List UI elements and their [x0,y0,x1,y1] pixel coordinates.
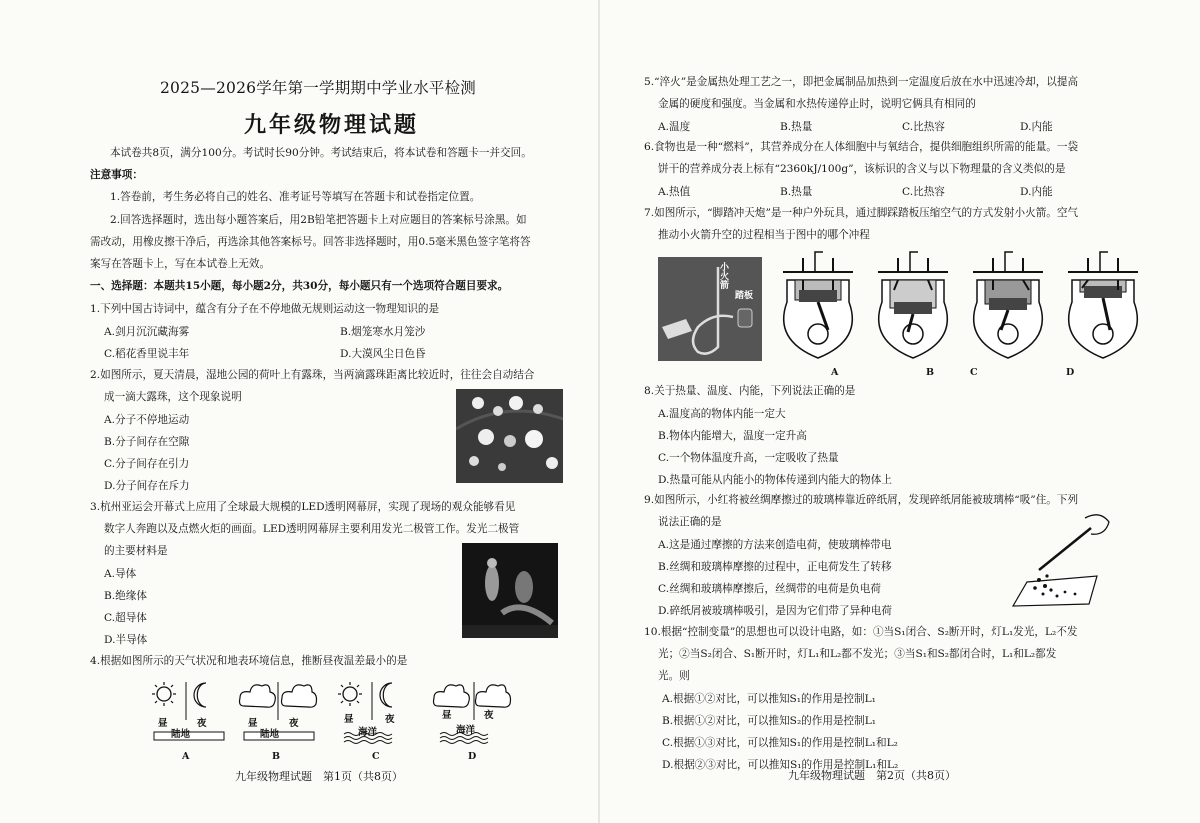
q1-stem: 1.下列中国古诗词中，蕴含有分子在不停地做无规则运动这一物理知识的是 [90,303,440,315]
cloud-icon [240,685,276,707]
q6-option-d: D.内能 [1020,186,1053,198]
q10-stem-line1: 10.根据“控制变量”的思想也可以设计电路，如：①当S₁闭合、S₂断开时，灯L₁发光，L₂不发 [644,626,1078,638]
main-title: 九年级物理试题 [244,112,420,138]
q4a-label: A [182,751,190,762]
q9-option-d: D.碎纸屑被玻璃棒吸引，是因为它们带了异种电荷 [658,605,892,617]
rocket-label: 小火箭 [718,262,728,289]
q10-stem-line3: 光。则 [658,670,690,682]
notice-heading: 注意事项： [90,169,143,181]
dewdrop-illustration [456,389,563,483]
sun-icon [152,682,176,706]
q4d-label: D [468,751,477,762]
q3-stem-line1: 3.杭州亚运会开幕式上应用了全球最大规模的LED透明网幕屏，实现了现场的观众能够看见 [90,501,516,513]
q4c-label: C [372,751,380,762]
q9-option-c: C.丝绸和玻璃棒摩擦后，丝绸带的电荷是负电荷 [658,583,881,595]
notice-2-line1: 2.回答选择题时，选出每小题答案后，用2B铅笔把答题卡上对应题目的答案标号涂黑。如 [110,214,527,226]
q2-option-a: A.分子不停地运动 [104,414,190,426]
cloud-icon [434,685,470,707]
intro-text: 本试卷共8页，满分100分。考试时长90分钟。考试结束后，将本试卷和答题卡一并交回。 [110,147,532,159]
engine-stroke-c [963,250,1053,362]
engine-label-d: D [1066,367,1075,378]
q9-stem-line2: 说法正确的是 [658,516,722,528]
page-2 [600,0,1200,823]
q10-option-a: A.根据①②对比，可以推知S₁的作用是控制L₁ [662,693,876,705]
dewdrop-photo [456,389,563,483]
engine-stroke-d [1058,250,1148,362]
page-2-footer: 九年级物理试题 第2页（共8页） [788,769,956,782]
q1-option-a: A.剑月沉沉藏海雾 [104,326,190,338]
q8-option-c: C.一个物体温度升高，一定吸收了热量 [658,452,839,464]
q5-option-d: D.内能 [1020,121,1053,133]
section-heading: 一、选择题：本题共15小题，每小题2分，共30分，每小题只有一个选项符合题目要求。 [90,280,509,292]
q5-option-b: B.热量 [780,121,813,133]
pedal-label: 踏板 [735,291,754,301]
q4a-land-label: 陆地 [171,729,191,740]
q4a-day-label: 昼 [158,718,168,729]
engine-stroke-a [773,250,863,362]
notice-2-line2: 需改动，用橡皮擦干净后，再选涂其他答案标号。回答非选择题时，用0.5毫米黑色签字笔将答 [90,236,531,248]
q6-stem-line2: 饼干的营养成分表上标有“2360kJ/100g”，该标识的含义与以下物理量的含义类似的是 [658,163,1066,175]
page-1-footer: 九年级物理试题 第1页（共8页） [235,770,403,783]
q6-stem-line1: 6.食物也是一种“燃料”，其营养成分在人体细胞中与氧结合，提供细胞组织所需的能量。一袋 [644,141,1079,153]
glass-rod-figure [1005,508,1113,608]
moon-icon [380,683,392,707]
q7-stem-line2: 推动小火箭升空的过程相当于图中的哪个冲程 [658,229,870,241]
q7-stem-line1: 7.如图所示，“脚踏冲天炮”是一种户外玩具，通过脚踩踏板压缩空气的方式发射小火箭。空气 [644,207,1079,219]
q10-option-d: D.根据②③对比，可以推知S₁的作用是控制L₁和L₂ [662,759,899,771]
q4b-day-label: 昼 [248,718,258,729]
q5-stem-line2: 金属的硬度和强度。当金属和水热传递停止时，说明它俩具有相同的 [658,98,976,110]
engine-label-c: C [970,367,978,378]
q8-option-d: D.热量可能从内能小的物体传递到内能大的物体上 [658,474,892,486]
q5-option-c: C.比热容 [902,121,945,133]
q4c-day-label: 昼 [344,714,354,725]
q5-stem-line1: 5.“淬火”是金属热处理工艺之一，即把金属制品加热到一定温度后放在水中迅速冷却，以提高 [644,76,1079,88]
q8-option-a: A.温度高的物体内能一定大 [658,408,786,420]
led-screen-photo [462,543,558,638]
q2-stem-line1: 2.如图所示，夏天清晨，湿地公园的荷叶上有露珠，当两滴露珠距离比较近时，往往会自动结合 [90,369,535,381]
q10-stem-line2: 光；②当S₂闭合、S₁断开时，灯L₁和L₂都不发光；③当S₁和S₂都闭合时，L₁和L₂都发 [658,648,1057,660]
q3-option-a: A.导体 [104,568,137,580]
q2-stem-line2: 成一滴大露珠，这个现象说明 [104,391,242,403]
notice-1: 1.答卷前，考生务必将自己的姓名、准考证号等填写在答题卡和试卷指定位置。 [110,191,481,203]
q4-stem: 4.根据如图所示的天气状况和地表环境信息，推断昼夜温差最小的是 [90,655,408,667]
q9-option-a: A.这是通过摩擦的方法来创造电荷，使玻璃棒带电 [658,539,892,551]
q1-option-d: D.大漠风尘日色昏 [340,348,426,360]
q6-option-a: A.热值 [658,186,691,198]
q2-option-d: D.分子间存在斥力 [104,480,190,492]
q9-option-b: B.丝绸和玻璃棒摩擦的过程中，正电荷发生了转移 [658,561,892,573]
q1-option-b: B.烟笼寒水月笼沙 [340,326,426,338]
q4c-night-label: 夜 [385,714,395,725]
q5-option-a: A.温度 [658,121,691,133]
moon-icon [194,683,206,707]
q1-option-c: C.稻花香里说丰年 [104,348,190,360]
cloud-icon [282,685,317,707]
notice-2-line3: 案写在答题卡上，写在本试卷上无效。 [90,258,271,270]
q10-option-b: B.根据①②对比，可以推知S₂的作用是控制L₁ [662,715,877,727]
q6-option-b: B.热量 [780,186,813,198]
engine-label-a: A [831,367,839,378]
q2-option-b: B.分子间存在空隙 [104,436,190,448]
q4b-land-label: 陆地 [260,729,280,740]
q3-option-b: B.绝缘体 [104,590,147,602]
q4d-night-label: 夜 [484,710,494,721]
q3-option-d: D.半导体 [104,634,148,646]
cloud-icon [476,685,511,707]
exam-title: 2025—2026学年第一学期期中学业水平检测 [160,79,476,97]
q4d-day-label: 昼 [442,710,452,721]
rocket-toy-illustration [658,257,762,361]
q4b-label: B [272,751,281,762]
q2-option-c: C.分子间存在引力 [104,458,190,470]
rocket-toy-photo [658,257,762,361]
q3-option-c: C.超导体 [104,612,147,624]
q3-stem-line2: 数字人奔跑以及点燃火炬的画面。LED透明网幕屏主要利用发光二极管工作。发光二极管 [104,523,520,535]
q9-stem-line1: 9.如图所示，小红将被丝绸摩擦过的玻璃棒靠近碎纸屑，发现碎纸屑能被玻璃棒“吸”住。下列 [644,494,1079,506]
q4c-ocean-label: 海洋 [358,727,378,738]
q6-option-c: C.比热容 [902,186,945,198]
q8-stem: 8.关于热量、温度、内能，下列说法正确的是 [644,385,856,397]
q4a-night-label: 夜 [197,718,207,729]
q10-option-c: C.根据①③对比，可以推知S₁的作用是控制L₁和L₂ [662,737,898,749]
sun-icon [338,682,362,706]
engine-stroke-b [868,250,958,362]
led-screen-illustration [462,543,558,638]
engine-label-b: B [926,367,935,378]
q4d-ocean-label: 海洋 [456,725,476,736]
q4b-night-label: 夜 [289,718,299,729]
q8-option-b: B.物体内能增大，温度一定升高 [658,430,807,442]
q3-stem-line3: 的主要材料是 [104,545,168,557]
